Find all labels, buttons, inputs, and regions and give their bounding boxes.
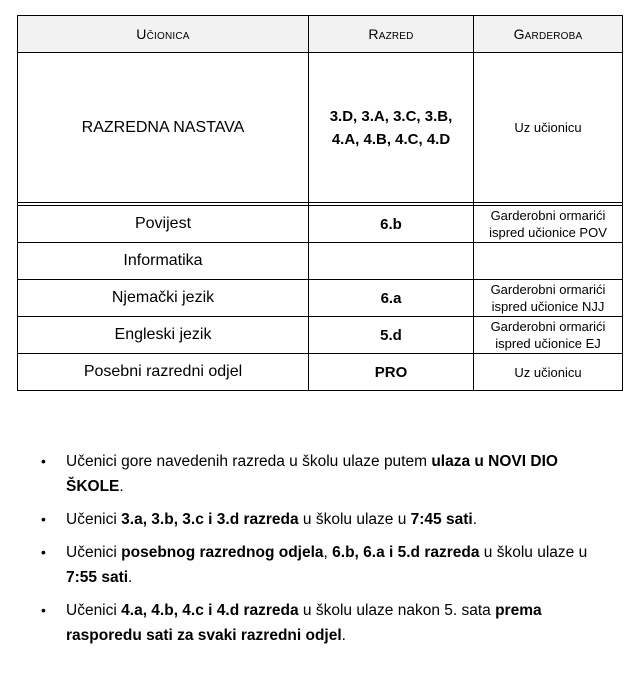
class-cell: 6.b [309,206,474,243]
wardrobe-line: Garderobni ormarići [490,319,606,334]
room-cell: Engleski jezik [18,317,309,354]
note-bold: 7:55 sati [66,569,129,586]
document-page [17,15,622,391]
class-cell [309,243,474,280]
note-text: , [323,544,333,561]
wardrobe-line: ispred učionice NJJ [491,299,605,314]
wardrobe-line: Garderobni ormarići [490,282,606,297]
note-bold: prema rasporedu sati za svaki razredni odjel [66,602,542,644]
class-cell: PRO [309,354,474,391]
bullet-icon: • [41,602,46,618]
class-cell: 6.a [309,280,474,317]
list-item [17,540,617,590]
bullet-icon: • [41,511,46,527]
wardrobe-line: ispred učionice EJ [495,336,601,351]
class-line: 4.A, 4.B, 4.C, 4.D [331,130,451,148]
list-item [17,507,617,532]
note-text: u školu ulaze u [479,544,588,561]
note-bold: 7:45 sati [410,511,473,528]
list-item [17,598,617,648]
wardrobe-line: Garderobni ormarići [490,208,606,223]
table-header-row [18,16,623,53]
note-text: Učenici gore navedenih razreda u školu ulaze putem [66,453,432,470]
wardrobe-cell [474,317,623,354]
table-row [18,280,623,317]
wardrobe-cell: Uz učionicu [474,53,623,203]
note-text: u školu ulaze nakon 5. sata [298,602,496,619]
header-ucionica: Učionica [18,16,309,53]
room-cell: Posebni razredni odjel [18,354,309,391]
note-text: . [119,478,124,495]
entry-notes-list [17,449,617,656]
bullet-icon: • [41,544,46,560]
note-text: . [341,627,346,644]
note-bold: posebnog razrednog odjela [121,544,324,561]
note-bold: 6.b, 6.a i 5.d razreda [332,544,480,561]
table-row [18,354,623,391]
note-text: Učenici [66,544,122,561]
header-razred: Razred [309,16,474,53]
class-line: 3.D, 3.A, 3.C, 3.B, [329,107,453,125]
note-text: . [128,569,133,586]
table-row [18,317,623,354]
class-cell: 5.d [309,317,474,354]
wardrobe-cell: Uz učionicu [474,354,623,391]
header-garderoba: Garderoba [474,16,623,53]
wardrobe-cell [474,206,623,243]
note-text: Učenici [66,511,122,528]
note-bold: 4.a, 4.b, 4.c i 4.d razreda [121,602,299,619]
note-text: . [472,511,477,528]
table-row [18,53,623,203]
room-cell: Povijest [18,206,309,243]
note-text: Učenici [66,602,122,619]
room-cell: Njemački jezik [18,280,309,317]
note-text: u školu ulaze u [298,511,411,528]
classroom-table [17,15,623,391]
table-row [18,243,623,280]
class-cell [309,53,474,203]
wardrobe-cell [474,280,623,317]
note-bold: ulaza u NOVI DIO ŠKOLE [66,453,558,495]
wardrobe-cell [474,243,623,280]
wardrobe-line: ispred učionice POV [489,225,607,240]
list-item [17,449,617,499]
room-cell: Informatika [18,243,309,280]
room-cell: RAZREDNA NASTAVA [18,53,309,203]
table-row [18,206,623,243]
note-bold: 3.a, 3.b, 3.c i 3.d razreda [121,511,299,528]
bullet-icon: • [41,453,46,469]
